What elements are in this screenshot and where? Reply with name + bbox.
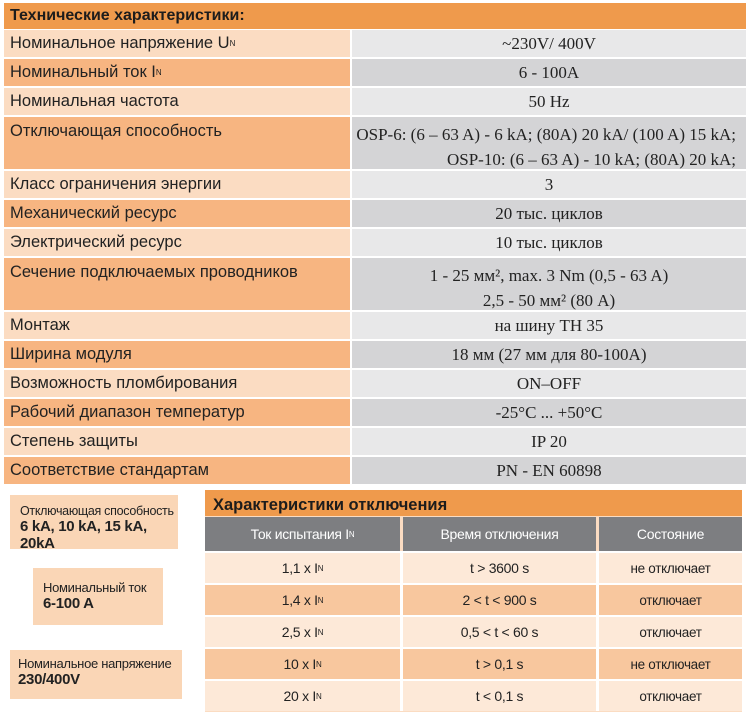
badge-rated-voltage [10, 650, 182, 699]
cell-time: 2 < t < 900 s [403, 585, 599, 615]
cell-state: отключает [639, 624, 702, 640]
badge-label: Номинальное напряжение [18, 656, 172, 671]
table-row [205, 551, 742, 583]
spec-row-mounting [4, 312, 746, 341]
spec-label: Возможность пломбирования [10, 374, 238, 392]
spec-value: 18 мм (27 мм для 80-100A) [451, 345, 647, 364]
spec-label: Степень защиты [10, 432, 138, 450]
cell-time: 0,5 < t < 60 s [403, 617, 599, 647]
badge-value: 230/400V [18, 671, 80, 688]
trip-title: Характеристики отключения [205, 490, 742, 516]
spec-row-sealing [4, 370, 746, 399]
spec-label: Механический ресурс [10, 204, 177, 222]
spec-label: Монтаж [10, 316, 70, 334]
spec-label-subscript: N [229, 39, 236, 48]
cell-state: отключает [639, 592, 702, 608]
table-row [205, 679, 742, 711]
spec-row-voltage [4, 30, 746, 59]
cell-state: не отключает [630, 560, 711, 576]
trip-table [205, 490, 742, 712]
badge-value: 6 kA, 10 kA, 15 kA, 20kA [20, 518, 147, 552]
trip-header-row [205, 517, 742, 551]
spec-label: Класс ограничения энергии [10, 175, 222, 193]
spec-value: 3 [544, 175, 554, 194]
spec-row-protection [4, 428, 746, 457]
spec-value: ON–OFF [516, 374, 582, 393]
cell-current: 20 x I N [205, 681, 403, 711]
cell-time: t > 3600 s [403, 553, 599, 583]
spec-value: 2,5 - 50 мм² (80 A) [482, 291, 616, 310]
cell-current: 1,1 x I N [205, 553, 403, 583]
header-state: Состояние [599, 517, 742, 551]
spec-row-module-width [4, 341, 746, 370]
spec-value: OSP-10: (6 – 63 A) - 10 kA; (80A) 20 kA; [447, 150, 736, 169]
spec-value: OSP-6: (6 – 63 A) - 6 kA; (80A) 20 kA/ (100 A) 15 kA; [356, 125, 736, 144]
spec-value: IP 20 [531, 432, 567, 451]
table-row [205, 583, 742, 615]
spec-row-temperature [4, 399, 746, 428]
spec-label-subscript: N [155, 68, 162, 77]
spec-row-current [4, 59, 746, 88]
spec-label: Номинальный ток I [10, 63, 156, 81]
spec-row-mechanical-life [4, 200, 746, 229]
header-trip-time: Время отключения [403, 517, 596, 551]
spec-value: 50 Hz [528, 92, 570, 111]
spec-row-frequency [4, 88, 746, 117]
badge-rated-current [33, 568, 163, 625]
cell-time: t > 0,1 s [403, 649, 599, 679]
spec-label: Рабочий диапазон температур [10, 403, 245, 421]
spec-title: Технические характеристики: [4, 3, 746, 30]
spec-row-conductor-section [4, 258, 746, 312]
spec-table [4, 3, 746, 486]
spec-value: 1 - 25 мм², max. 3 Nm (0,5 - 63 A) [429, 266, 669, 285]
spec-label: Соответствие стандартам [10, 461, 210, 479]
spec-value: на шину TH 35 [494, 316, 604, 335]
spec-row-energy-class [4, 171, 746, 200]
spec-value: 6 - 100A [518, 63, 580, 82]
spec-label: Электрический ресурс [10, 233, 182, 251]
spec-value: PN - EN 60898 [496, 461, 602, 480]
cell-current: 2,5 x I N [205, 617, 403, 647]
spec-value: ~230V/ 400V [502, 34, 596, 53]
badge-breaking-capacity [10, 495, 178, 552]
table-row [205, 615, 742, 647]
spec-label: Ширина модуля [10, 345, 132, 363]
header-test-current: Ток испытания I N [205, 517, 400, 551]
spec-value: 20 тыс. циклов [495, 204, 603, 223]
spec-value: -25°C ... +50°C [495, 403, 603, 422]
spec-row-electrical-life [4, 229, 746, 258]
spec-label: Номинальное напряжение U [10, 34, 230, 52]
badge-label: Номинальный ток [43, 580, 147, 595]
cell-state: не отключает [630, 656, 711, 672]
spec-row-standards [4, 457, 746, 486]
table-row [205, 647, 742, 679]
badge-label: Отключающая способность [20, 504, 174, 518]
spec-label: Номинальная частота [10, 92, 179, 110]
spec-label: Отключающая способность [10, 122, 222, 140]
spec-value: 10 тыс. циклов [495, 233, 603, 252]
cell-current: 10 x I N [205, 649, 403, 679]
badge-value: 6-100 A [43, 595, 94, 612]
cell-state: отключает [639, 688, 702, 704]
spec-label: Сечение подключаемых проводников [10, 263, 298, 281]
cell-time: t < 0,1 s [403, 681, 599, 711]
spec-row-breaking-capacity [4, 117, 746, 171]
cell-current: 1,4 x I N [205, 585, 403, 615]
